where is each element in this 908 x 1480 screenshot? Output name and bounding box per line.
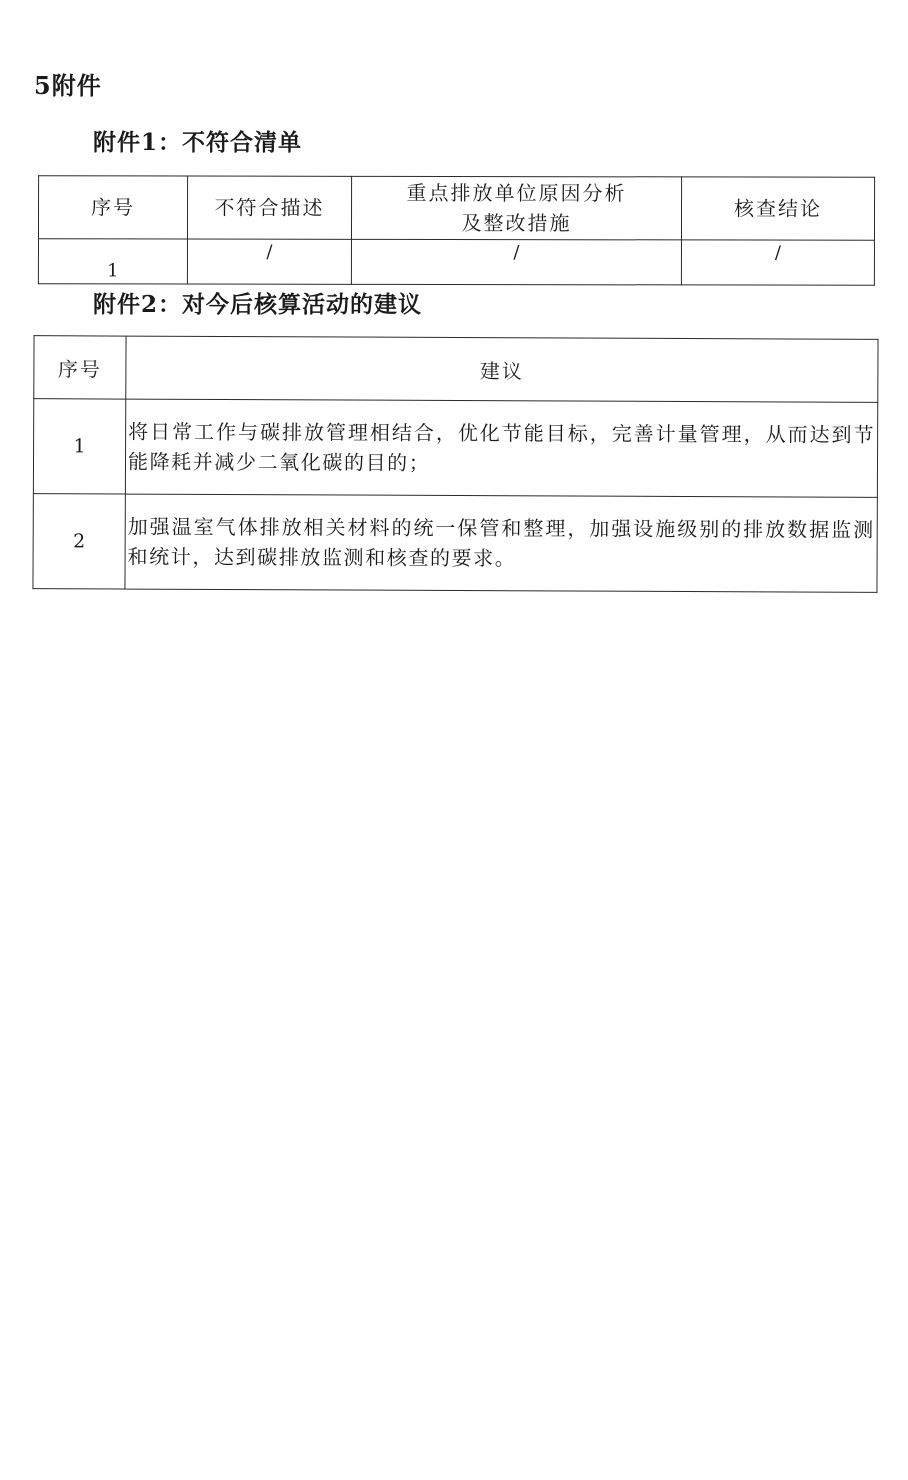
cell-suggestion: 将日常工作与碳排放管理相结合，优化节能目标，完善计量管理，从而达到节能降耗并减少二氧化碳的目的； [125, 399, 877, 497]
cell-suggestion: 加强温室气体排放相关材料的统一保管和整理，加强设施级别的排放数据监测和统计，达到碳排放监测和核查的要求。 [125, 494, 877, 592]
table-header-row [38, 176, 874, 240]
cell-seq: 1 [33, 399, 125, 494]
column-header-conclusion: 核查结论 [681, 177, 874, 240]
column-header-suggestion: 建议 [126, 336, 878, 402]
suggestions-table [32, 335, 878, 593]
cell-cause-analysis: / [351, 239, 681, 285]
column-header-seq: 序号 [34, 336, 126, 399]
attachment2-heading: 附件2：对今后核算活动的建议 [93, 291, 423, 318]
section-title: 5附件 [34, 71, 102, 100]
table-header-row [34, 336, 878, 403]
cell-seq: 2 [33, 494, 125, 589]
table-row [33, 494, 877, 593]
nonconformity-table [38, 175, 875, 285]
cell-seq: 1 [38, 239, 187, 284]
table-row [33, 399, 877, 498]
attachment1-heading: 附件1：不符合清单 [93, 129, 303, 156]
table-row [38, 239, 874, 285]
cell-description: / [187, 239, 351, 284]
column-header-cause-analysis: 重点排放单位原因分析 及整改措施 [351, 176, 681, 240]
column-header-seq: 序号 [38, 176, 187, 239]
column-header-description: 不符合描述 [187, 176, 351, 239]
cell-conclusion: / [681, 240, 874, 285]
